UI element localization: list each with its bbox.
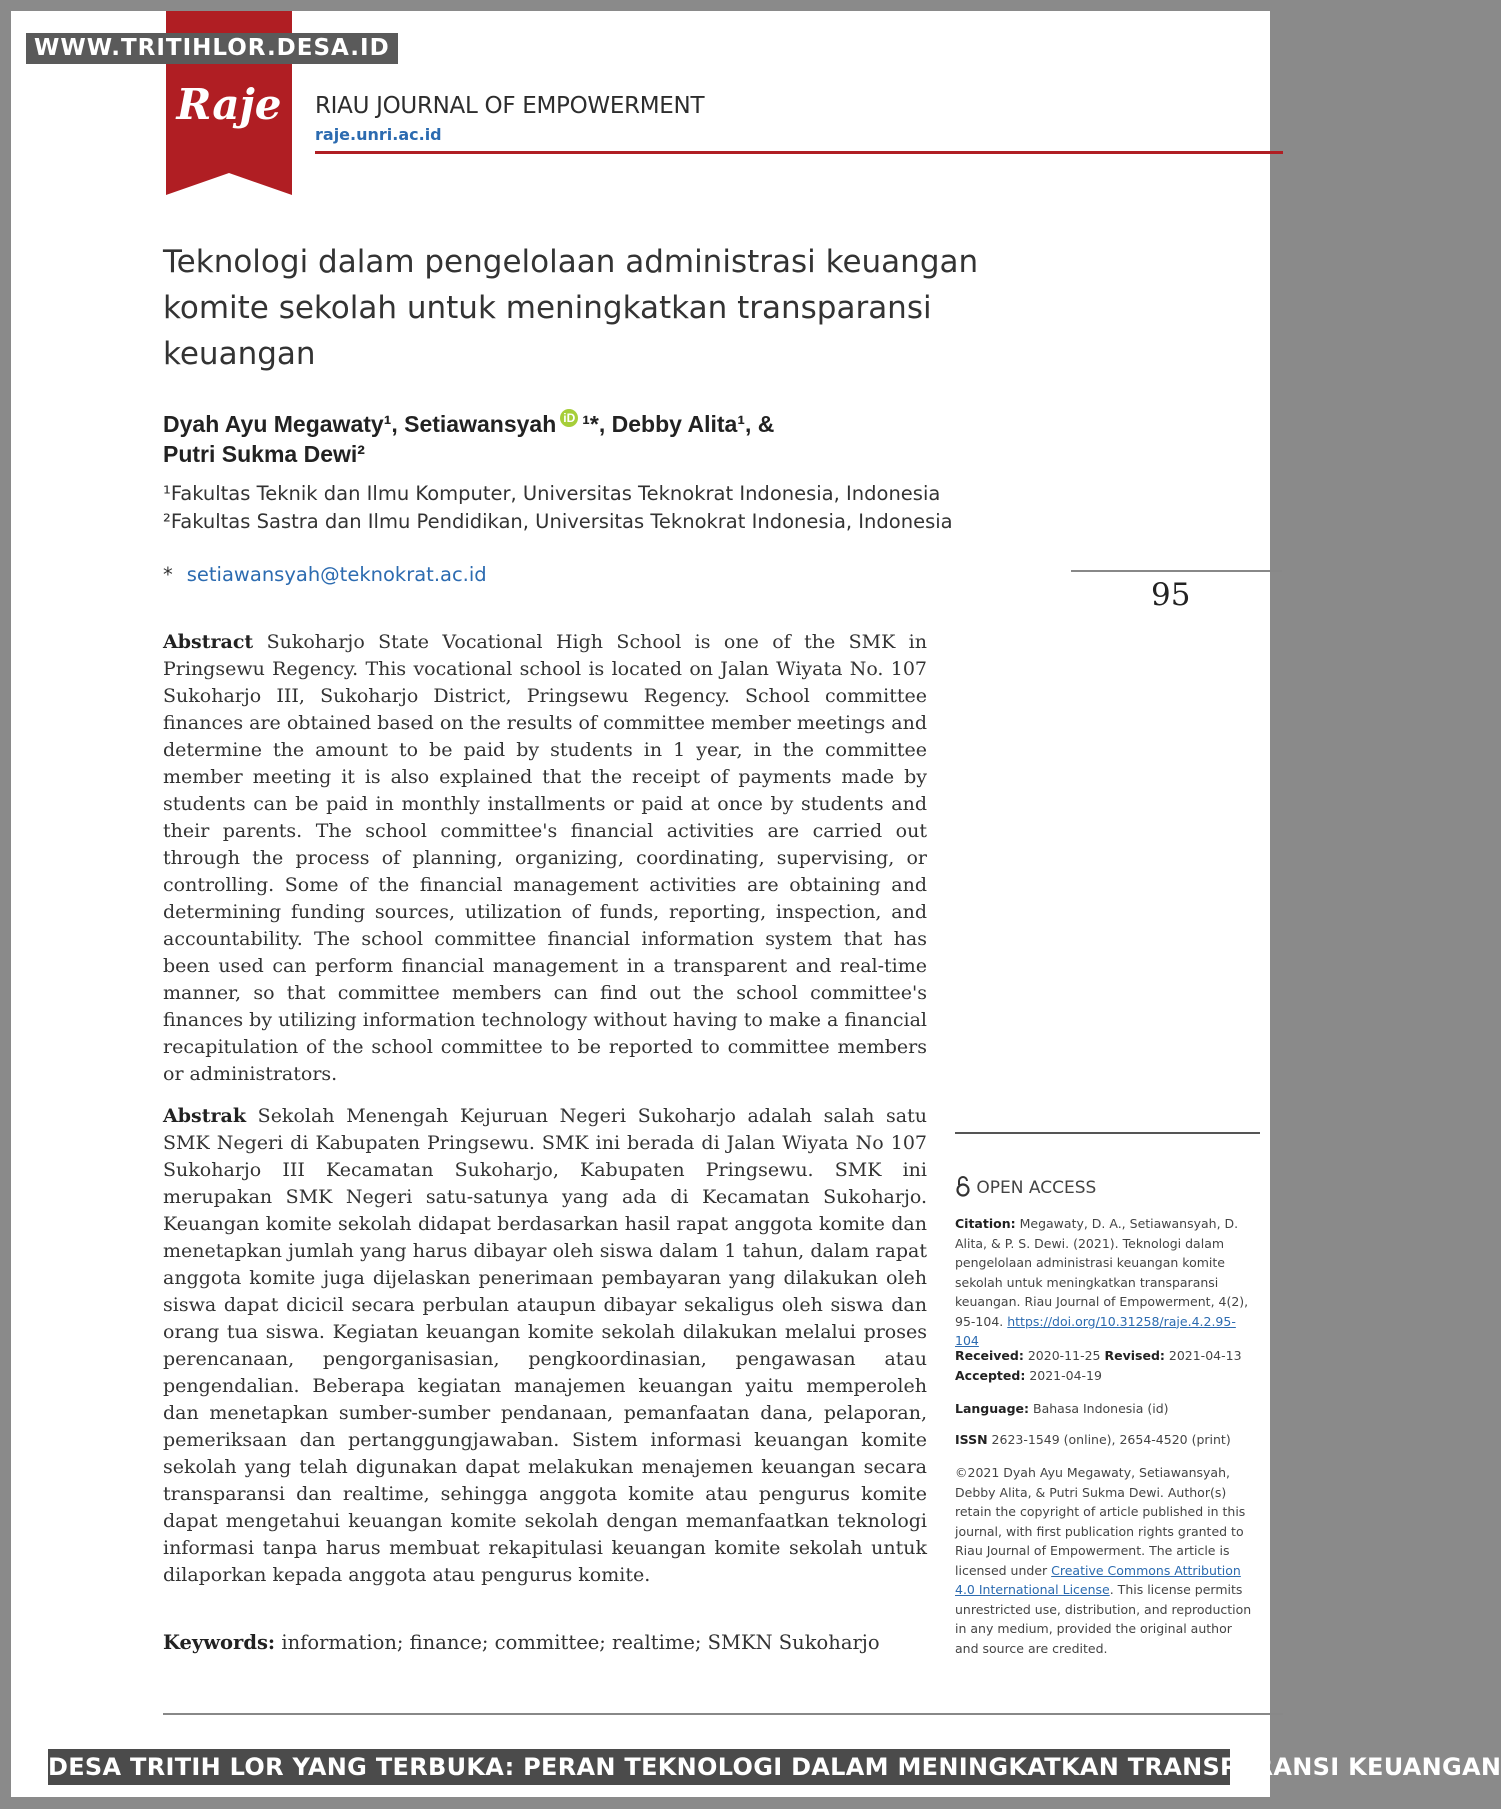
issn-row	[955, 1430, 1255, 1450]
page-number-divider	[1071, 570, 1282, 572]
orcid-icon[interactable]: iD	[560, 409, 578, 427]
logo-text: Raje	[176, 80, 282, 129]
accepted-date: 2021-04-19	[1029, 1367, 1102, 1383]
keywords-text: information; finance; committee; realtime; SMKN Sukoharjo	[281, 1631, 880, 1654]
website-watermark: WWW.TRITIHLOR.DESA.ID	[26, 33, 398, 64]
bottom-divider	[163, 1713, 1283, 1715]
page-number: 95	[1151, 577, 1191, 613]
license-tail: . This license permits unrestricted use, distribution, and reproduction in any medium, provided the original author and source are credited.	[955, 1582, 1252, 1656]
copyright-text: ©2021 Dyah Ayu Megawaty, Setiawansyah, Debby Alita, & Putri Sukma Dewi. Author(s) retain the copyright of article published in this journal, with first publication rights granted to Riau Journal of Empowerment. The article is licensed under	[955, 1465, 1246, 1578]
header-divider	[315, 151, 1283, 154]
issn-value: 2623-1549 (online), 2654-4520 (print)	[991, 1432, 1231, 1447]
open-access-label: OPEN ACCESS	[976, 1178, 1097, 1198]
abstract-label: Abstract	[163, 631, 254, 653]
language-row	[955, 1399, 1255, 1419]
citation-block	[955, 1214, 1255, 1351]
abstract-indonesian	[163, 1103, 927, 1589]
affiliation-2: ²Fakultas Sastra dan Ilmu Pendidikan, Universitas Teknokrat Indonesia, Indonesia	[163, 510, 953, 533]
doi-link[interactable]: https://doi.org/10.31258/raje.4.2.95-104	[955, 1313, 1236, 1348]
received-label: Received:	[955, 1348, 1024, 1363]
language-value: Bahasa Indonesia (id)	[1033, 1401, 1169, 1416]
citation-text: Megawaty, D. A., Setiawansyah, D. Alita, & P. S. Dewi. (2021). Teknologi dalam pengelolaan administrasi keuangan komite sekolah untuk meningkatkan transparansi keuangan. Riau Journal of Empowerment, 4(2), 95-104.	[955, 1216, 1249, 1329]
sidebar-divider	[955, 1132, 1260, 1134]
dates-block	[955, 1346, 1255, 1385]
revised-date: 2021-04-13	[1168, 1348, 1242, 1363]
article-title: Teknologi dalam pengelolaan administrasi keuangan komite sekolah untuk meningkatkan transparansi keuangan	[163, 244, 979, 372]
caption-banner: DESA TRITIH LOR YANG TERBUKA: PERAN TEKNOLOGI DALAM MENINGKATKAN TRANSPARANSI KEUANGAN	[48, 1749, 1230, 1785]
abstrak-label: Abstrak	[163, 1105, 246, 1127]
abstrak-text: Sekolah Menengah Kejuruan Negeri Sukoharjo adalah salah satu SMK Negeri di Kabupaten Pringsewu. SMK ini berada di Jalan Wiyata No 107 Sukoharjo III Kecamatan Sukoharjo, Kabupaten Pringsewu. SMK ini merupakan SMK Negeri satu-satunya yang ada di Kecamatan Sukoharjo. Keuangan komite sekolah didapat berdasarkan hasil rapat anggota komite dan menetapkan jumlah yang harus dibayar oleh siswa dalam 1 tahun, dalam rapat anggota komite juga dijelaskan penerimaan pembayaran yang dilakukan oleh siswa dapat dicicil secara perbulan ataupun dibayar sekaligus oleh siswa dan orang tua siswa. Kegiatan keuangan komite sekolah dilakukan melalui proses perencanaan, pengorganisasian, pengkoordinasian, pengawasan atau pengendalian. Beberapa kegiatan manajemen keuangan yaitu memperoleh dan menetapkan sumber-sumber pendanaan, pemanfaatan dana, pelaporan, pemeriksaan dan pertanggungjawaban. Sistem informasi keuangan komite sekolah yang telah digunakan dapat melakukan menajemen keuangan secara transparansi dan realtime, sehingga anggota komite atau pengurus komite dapat mengetahui keuangan komite sekolah dengan memanfaatkan teknologi informasi tanpa harus membuat rekapitulasi keuangan komite sekolah untuk dilaporkan kepada anggota atau pengurus komite.	[163, 1105, 927, 1586]
corresponding-author	[163, 563, 487, 586]
affiliation-1: ¹Fakultas Teknik dan Ilmu Komputer, Universitas Teknokrat Indonesia, Indonesia	[163, 482, 941, 505]
email-link[interactable]: setiawansyah@teknokrat.ac.id	[186, 563, 487, 586]
keywords	[163, 1631, 880, 1654]
citation-label: Citation:	[955, 1216, 1016, 1231]
received-date: 2020-11-25	[1027, 1348, 1101, 1363]
journal-name: RIAU JOURNAL OF EMPOWERMENT	[315, 93, 705, 119]
open-lock-icon	[955, 1175, 971, 1197]
journal-page	[11, 11, 1270, 1797]
open-access-badge	[955, 1175, 1096, 1198]
language-label: Language:	[955, 1401, 1030, 1416]
authors	[163, 409, 1003, 469]
issn-label: ISSN	[955, 1432, 988, 1447]
license-link[interactable]: Creative Commons Attribution 4.0 International License	[955, 1562, 1241, 1597]
keywords-label: Keywords:	[163, 1631, 276, 1654]
copyright-block	[955, 1463, 1255, 1658]
authors-line1-end: ¹*, Debby Alita¹, &	[582, 411, 775, 437]
abstract-english	[163, 629, 927, 1088]
abstract-text: Sukoharjo State Vocational High School is one of the SMK in Pringsewu Regency. This vocational school is located on Jalan Wiyata No. 107 Sukoharjo III, Sukoharjo District, Pringsewu Regency. School committee finances are obtained based on the results of committee member meetings and determine the amount to be paid by students in 1 year, in the committee member meeting it is also explained that the receipt of payments made by students can be paid in monthly installments or paid at once by students and their parents. The school committee's financial activities are carried out through the process of planning, organizing, coordinating, supervising, or controlling. Some of the financial management activities are obtaining and determining funding sources, utilization of funds, reporting, inspection, and accountability. The school committee financial information system that has been used can perform financial management in a transparent and real-time manner, so that committee members can find out the school committee's finances by utilizing information technology without having to make a financial recapitulation of the school committee to be reported to committee members or administrators.	[163, 631, 927, 1085]
authors-line2: Putri Sukma Dewi²	[163, 441, 365, 467]
accepted-label: Accepted:	[955, 1367, 1026, 1383]
corresponding-marker: *	[163, 563, 173, 586]
journal-url[interactable]: raje.unri.ac.id	[315, 125, 442, 144]
authors-line1-start: Dyah Ayu Megawaty¹, Setiawansyah	[163, 411, 557, 437]
revised-label: Revised:	[1104, 1348, 1165, 1363]
